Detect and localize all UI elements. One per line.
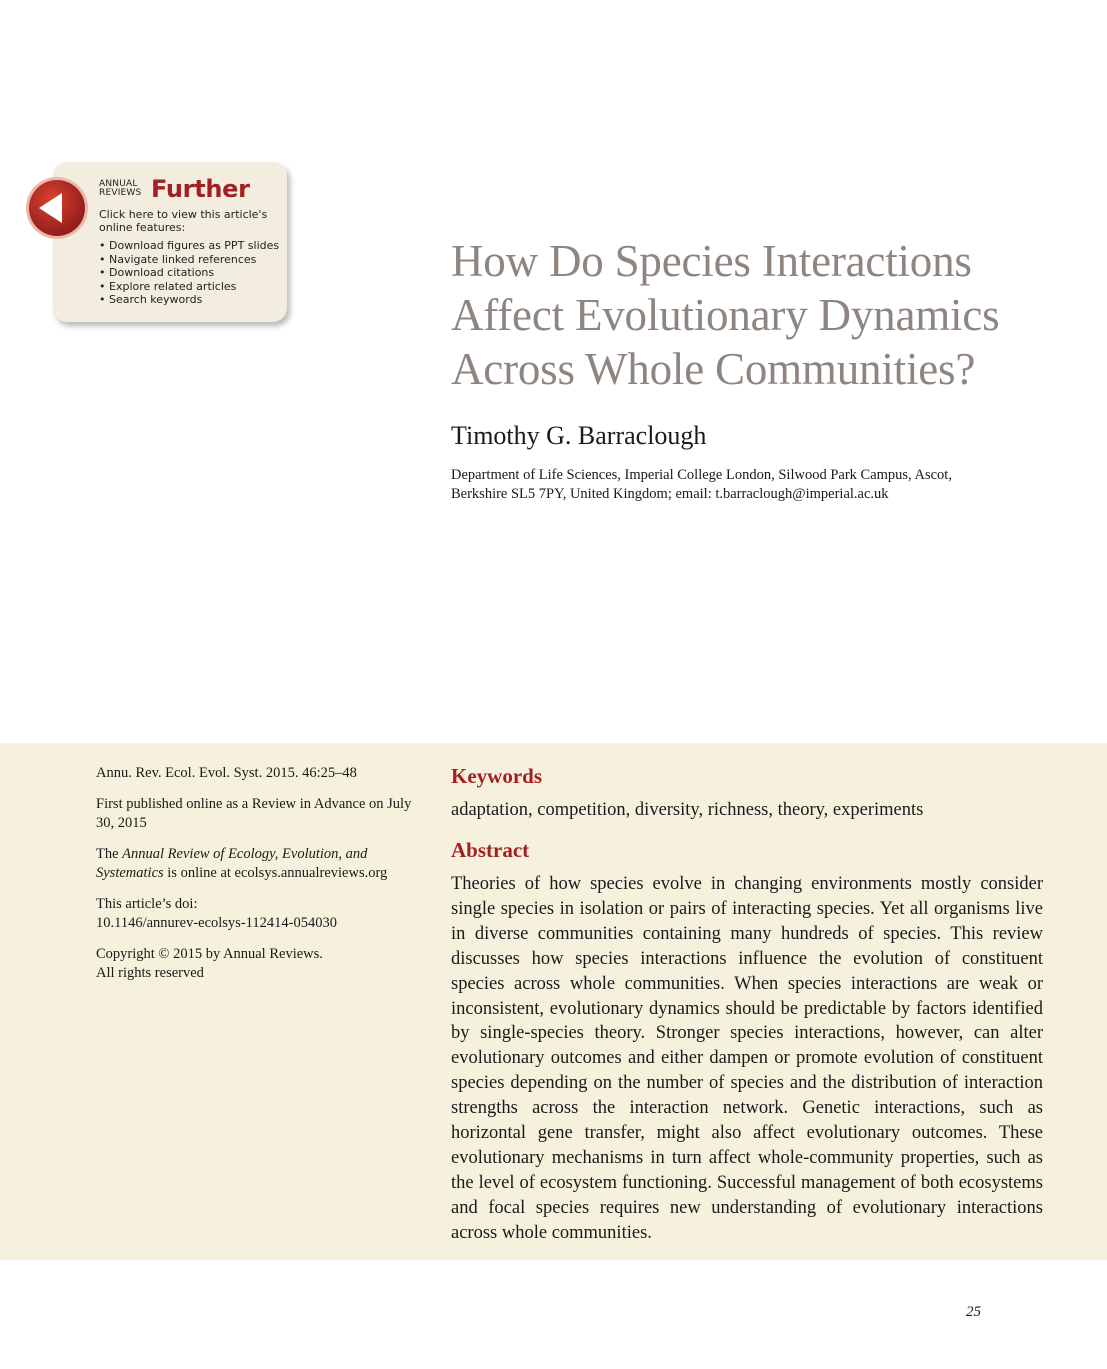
author-name: Timothy G. Barraclough	[451, 421, 707, 450]
journal-name: Annual Review of Ecology, Evolution, and Systematics	[96, 846, 368, 881]
online-suffix: is online at ecolsys.annualreviews.org	[163, 865, 388, 881]
keywords-heading: Keywords	[451, 764, 542, 788]
feature-download-citations[interactable]: • Download citations	[99, 266, 279, 280]
feature-search-keywords[interactable]: • Search keywords	[99, 293, 279, 307]
brand-annual: ANNUAL	[99, 179, 138, 189]
title-line-3: Across Whole Communities?	[451, 344, 976, 394]
abstract-text: Theories of how species evolve in changing environments mostly consider single species in isolation or pairs of interacting species. Yet all organisms live in diverse communities containing many hundreds of species. This review discusses how species interactions influence the evolution of constituent species across whole communities. When species interactions are weak or inconsistent, evolutionary dynamics should be predictable by factors identified by single-species theory. Stronger species interactions, however, can alter evolutionary outcomes and either dampen or promote evolution of constituent species depending on the number of species and the distribution of interaction strengths across the interaction network. Genetic interactions, such as horizontal gene transfer, might also affect evolutionary outcomes. These evolutionary mechanisms in turn affect whole-community properties, such as the level of ecosystem functioning. Successful management of both ecosystems and focal species requires new understanding of evolutionary interactions across whole communities.	[451, 874, 1043, 1243]
doi-value[interactable]: 10.1146/annurev-ecolsys-112414-054030	[96, 915, 337, 931]
further-feature-list	[99, 239, 279, 307]
affiliation-line-2: Berkshire SL5 7PY, United Kingdom; email: t.barraclough@imperial.ac.uk	[451, 486, 889, 502]
affiliation-line-1: Department of Life Sciences, Imperial College London, Silwood Park Campus, Ascot,	[451, 467, 952, 483]
title-line-1: How Do Species Interactions	[451, 236, 972, 286]
doi-label: This article’s doi:	[96, 896, 198, 912]
keywords-text: adaptation, competition, diversity, richness, theory, experiments	[451, 800, 924, 820]
author-affiliation	[451, 466, 1011, 504]
feature-linked-references[interactable]: • Navigate linked references	[99, 253, 279, 267]
article-meta	[96, 764, 416, 995]
further-intro-text: to view this article's online features:	[99, 208, 268, 234]
title-line-2: Affect Evolutionary Dynamics	[451, 290, 1000, 340]
feature-ppt-slides[interactable]: • Download figures as PPT slides	[99, 239, 279, 253]
feature-related-articles[interactable]: • Explore related articles	[99, 280, 279, 294]
article-title	[451, 234, 1071, 396]
first-published: First published online as a Review in Advance on July 30, 2015	[96, 796, 412, 831]
brand-further-word: Further	[151, 175, 250, 203]
rights: All rights reserved	[96, 965, 204, 981]
page-number: 25	[966, 1304, 981, 1320]
copyright: Copyright © 2015 by Annual Reviews.	[96, 946, 323, 962]
further-intro	[99, 208, 279, 234]
abstract-heading: Abstract	[451, 838, 530, 862]
doi-block	[96, 895, 416, 933]
citation: Annu. Rev. Ecol. Evol. Syst. 2015. 46:25–48	[96, 765, 357, 781]
journal-online	[96, 845, 416, 883]
online-prefix: The	[96, 846, 123, 862]
copyright-block	[96, 945, 416, 983]
brand-reviews: REVIEWS	[99, 188, 142, 198]
back-arrow-icon[interactable]	[25, 176, 89, 240]
click-here-link[interactable]: Click here	[99, 208, 154, 221]
